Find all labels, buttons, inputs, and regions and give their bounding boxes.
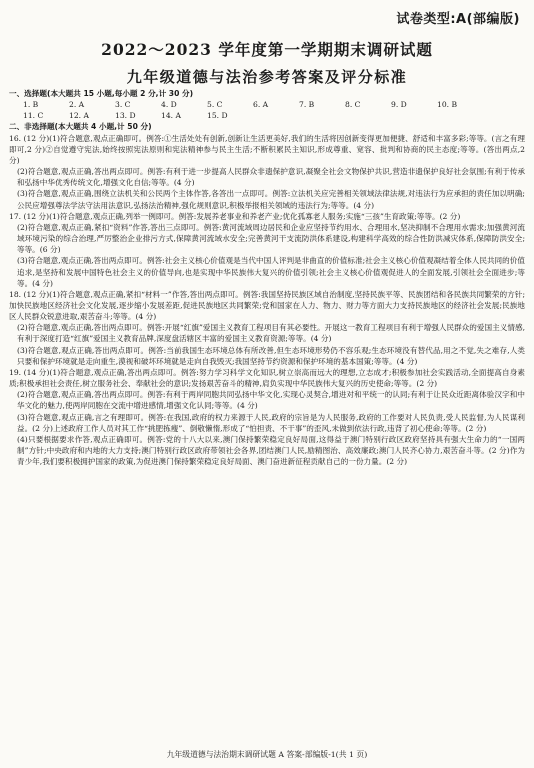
q19-part2: (2)符合题意,观点正确,答出两点即可。例答:有利于两岸同胞共同弘扬中华文化,实现心灵契合,增进对和平统一的认同;有利于让民众近距离体验汉字和中华文化的魅力,使两岸同胞在交流中增进感情,增强文化认同;等等。(4 分) (17, 390, 525, 411)
answer-item: 13. D (115, 111, 136, 121)
exam-title: 2022～2023 学年度第一学期期末调研试题 (101, 40, 433, 59)
answer-item: 3. C (115, 100, 131, 110)
answer-item: 2. A (69, 100, 85, 110)
answer-row-2 (9, 110, 525, 121)
q17-part2: (2)符合题意,观点正确,紧扣“资料”作答,答出三点即可。例答:黄河流域周边居民和企业应坚持节约用水、合理用水,坚决抑制不合理用水需求;加强黄河流域环境污染的综合治理,严厉整治企业排污方式,保障黄河流域水安全;完善黄河干支流防洪体系建设,构建科学高效的综合性防洪减灾体系,保障防洪安全;等等。(6 分) (17, 222, 525, 255)
section-2-heading: 二、非选择题(本大题共 4 小题,计 50 分) (9, 122, 152, 132)
answer-row-1 (9, 99, 525, 110)
answer-item: 11. C (23, 111, 44, 121)
q18-part1: 18. (12 分)(1)符合题意,观点正确,紧扣“材料一”作答,答出两点即可。例答:我国坚持民族区域自治制度,坚持民族平等、民族团结和各民族共同繁荣的方针;加快民族地区经济社会文化发展,逐步缩小发展差距,促进民族地区共同繁荣;党和国家在人力、物力、财力等方面大力支持民族地区的经济社会发展;民族地区人民群众锐意进取,艰苦奋斗;等等。(4 分) (9, 289, 525, 322)
answer-item: 15. D (207, 111, 228, 121)
document-subtitle: 九年级道德与法治参考答案及评分标准 (126, 68, 408, 86)
answer-item: 10. B (437, 100, 458, 110)
q19-part4: (4)只要根据要求作答,观点正确即可。例答:党的十八大以来,澳门保持繁荣稳定良好局面,这得益于澳门特别行政区政府坚持具有强大生命力的“一国两制”方针;中央政府和内地的大力支持;澳门特别行政区政府带领社会各界,团结澳门人民,励精图治、高效廉政;澳门人民齐心协力,艰苦奋斗等。(2 分)作为青少年,我们要积极拥护国家的政策,为促进澳门保持繁荣稳定良好局面、澳门奋进新征程贡献自己的一份力量。(2 分) (17, 434, 525, 467)
q16-part3: (3)符合题意,观点正确,围绕立法机关和公民两个主体作答,各答出一点即可。例答:立法机关应完善相关领域法律法规,对违法行为应承担的责任加以明确;公民应增强尊法学法守法用法意识,弘扬法治精神,强化规则意识,积极举报相关领域的违法行为;等等。(4 分) (17, 189, 525, 210)
q18-part2: (2)符合题意,观点正确,答出两点即可。例答:开展“红旗”爱国主义教育工程项目有其必要性。开展这一教育工程项目有利于增强人民群众的爱国主义情感,有利于深度打造“红旗”爱国主义教育品牌,深度盘活辖区丰富的爱国主义教育资源;等等。(4 分) (17, 323, 525, 344)
answer-body (9, 88, 525, 467)
answer-item: 1. B (23, 100, 39, 110)
answer-item: 14. A (161, 111, 181, 121)
q19-part1: 19. (14 分)(1)符合题意,观点正确,答出两点即可。例答:努力学习科学文化知识,树立崇高而远大的理想,立志成才;积极参加社会实践活动,全面提高自身素质;积极承担社会责任,树立服务社会、奉献社会的意识;发扬艰苦奋斗的精神,肩负实现中华民族伟大复兴的历史使命;等等。(2 分) (9, 367, 525, 389)
answer-item: 8. C (345, 100, 361, 110)
q16-part2: (2)符合题意,观点正确,答出两点即可。例答:有利于进一步提高人民群众非遗保护意识,凝聚全社会文物保护共识,营造非遗保护良好社会氛围;有利于传承和弘扬中华优秀传统文化,增强文化自信;等等。(4 分) (17, 167, 525, 188)
answer-item: 7. B (299, 100, 315, 110)
q16-part1: 16. (12 分)(1)符合题意,观点正确即可。例答:①生活处处有创新,创新让生活更美好,我们的生活将因创新变得更加便捷、舒适和丰富多彩;等等。(言之有理即可,2 分)②自觉遵守宪法,始终按照宪法原则和宪法精神参与民主生活;不断积累民主知识,形成尊重、宽容、批判和协商的民主态度;等等。(答出两点,2 分) (9, 133, 525, 165)
q17-part3: (3)符合题意,观点正确,答出两点即可。例答:社会主义核心价值观是当代中国人评判是非曲直的价值标准;社会主义核心价值观凝结着全体人民共同的价值追求,是坚持和发展中国特色社会主义的价值导向,也是实现中华民族伟大复兴的价值引领;社会主义核心价值观促进人的全面发展,引领社会全面进步;等等。(4 分) (17, 256, 525, 288)
answer-item: 9. D (391, 100, 407, 110)
answer-item: 6. A (253, 100, 269, 110)
answer-item: 4. D (161, 100, 177, 110)
q19-part3: (3)符合题意,观点正确,言之有理即可。例答:在我国,政府的权力来源于人民,政府的宗旨是为人民服务,政府的工作要对人民负责,受人民监督,为人民谋利益。(2 分)上述政府工作人员对其工作“挑肥拣瘦”、倒敬懒惰,形成了“怕担责、不干事”的歪风,未做到依法行政,违背了初心使命;等等。(2 分) (17, 412, 525, 433)
section-1-heading: 一、选择题(本大题共 15 小题,每小题 2 分,计 30 分) (9, 89, 194, 98)
q17-part1: 17. (12 分)(1)符合题意,观点正确,列举一例即可。例答:发展养老事业和养老产业;优化孤寡老人服务;实施“三孩”生育政策;等等。(2 分) (9, 211, 461, 221)
q18-part3: (3)符合题意,观点正确,答出两点即可。例答:当前我国生态环境总体有所改善,但生态环境形势仍不容乐观;生态环境没有替代品,用之不觉,失之难存,人类只要和保护环境就是走向重生,漠视和破坏环境就是走向自我毁灭;我国坚持节约资源和保护环境的基本国策;等等。(4 分) (17, 345, 525, 366)
page-footer: 九年级道德与法治期末调研试题 A 答案-部编版-1(共 1 页) (166, 750, 368, 759)
answer-item: 5. C (207, 100, 223, 110)
paper-type-label: 试卷类型:A(部编版) (396, 12, 520, 27)
answer-item: 12. A (69, 111, 89, 121)
